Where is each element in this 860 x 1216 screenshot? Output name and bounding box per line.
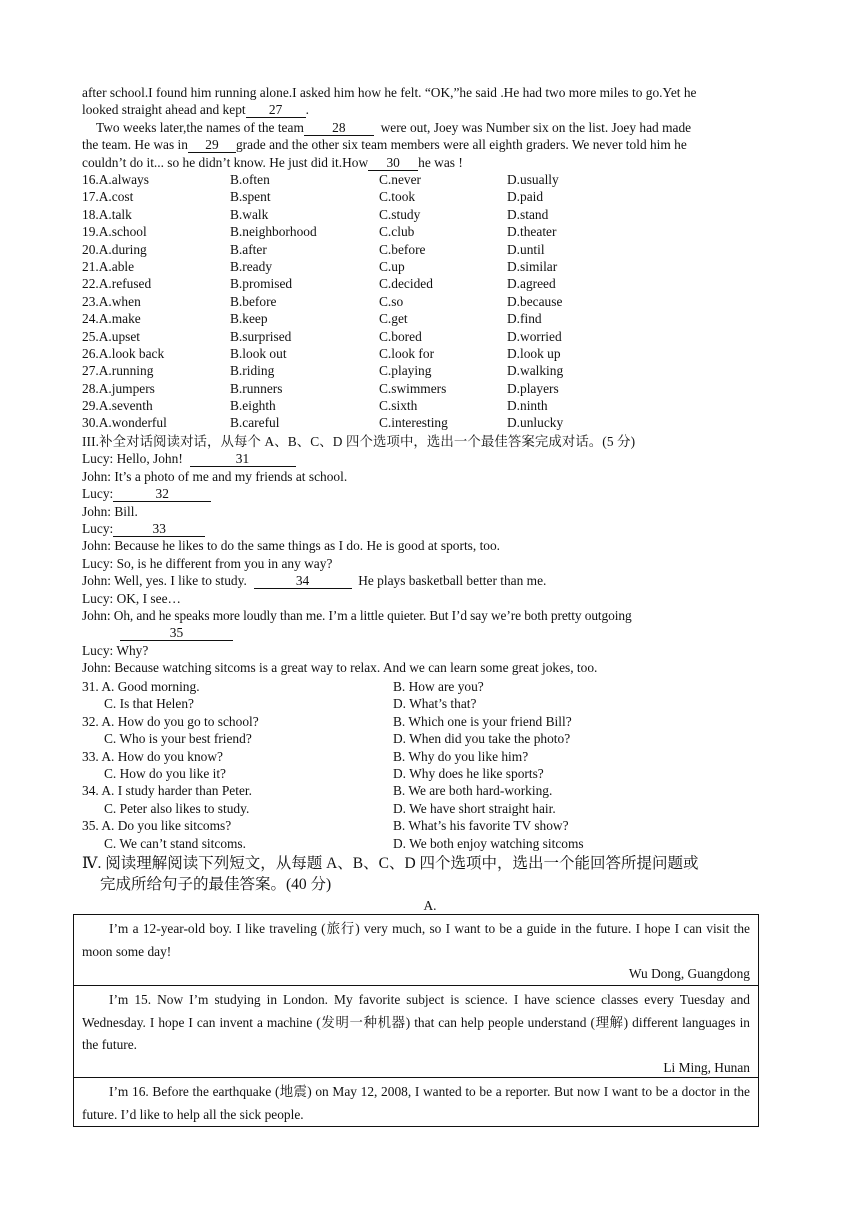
dialog-line: John: It’s a photo of me and my friends at school.	[82, 468, 348, 484]
cloze-option: C.get	[379, 311, 408, 327]
cloze-option: 28.A.jumpers	[82, 380, 155, 396]
dialog-line	[82, 624, 782, 641]
cloze-option: D.agreed	[507, 276, 556, 292]
dialog-line	[82, 485, 782, 502]
section-3-dialog	[82, 433, 782, 677]
dialog-option: D. We both enjoy watching sitcoms	[393, 835, 584, 851]
passage-line-1: after school.I found him running alone.I asked him how he felt. “OK,”he said .He had two more miles to go.Yet he	[82, 85, 697, 100]
cloze-option: C.study	[379, 206, 421, 222]
dialog-line	[82, 572, 782, 589]
cloze-option: B.spent	[230, 189, 271, 205]
dialog-option: B. We are both hard-working.	[393, 783, 553, 799]
passage-line-5	[82, 154, 782, 171]
cloze-option: C.up	[379, 258, 405, 274]
dialog-option: D. Why does he like sports?	[393, 765, 544, 781]
cloze-option: D.worried	[507, 328, 562, 344]
dialog-option: B. Why do you like him?	[393, 748, 529, 764]
dialog-text: Lucy: Hello, John!	[82, 451, 183, 467]
dialog-option: C. Who is your best friend?	[104, 731, 252, 747]
dialog-option: 31. A. Good morning.	[82, 679, 200, 694]
blank-29: 29	[188, 138, 236, 153]
dialog-option-row	[82, 782, 782, 799]
dialog-option: C. We can’t stand sitcoms.	[104, 835, 246, 851]
cloze-option-row	[82, 241, 782, 258]
dialog-option-row	[82, 765, 782, 782]
blank-27: 27	[246, 103, 306, 118]
cloze-option: D.usually	[507, 172, 559, 187]
section-4-heading-line-2: 完成所给句子的最佳答案。(40 分)	[100, 876, 332, 893]
passage-text: looked straight ahead and kept	[82, 102, 246, 118]
cloze-option: C.took	[379, 189, 416, 205]
cloze-option: 19.A.school	[82, 224, 147, 240]
dialog-option: C. Peter also likes to study.	[104, 800, 250, 816]
dialog-option: D. We have short straight hair.	[393, 800, 556, 816]
cloze-option: 20.A.during	[82, 241, 147, 257]
cloze-option: B.keep	[230, 311, 268, 327]
cloze-option: 17.A.cost	[82, 189, 134, 205]
cloze-option: D.paid	[507, 189, 544, 205]
blank-34: 34	[254, 574, 352, 589]
dialog-option: C. How do you like it?	[104, 765, 226, 781]
section-3-heading: III.补全对话阅读对话，从每个 A、B、C、D 四个选项中，选出一个最佳答案完成对话。(5 分)	[82, 434, 636, 449]
entry-cell	[74, 986, 758, 1078]
dialog-option-row	[82, 800, 782, 817]
cloze-option-row	[82, 206, 782, 223]
cloze-option: D.ninth	[507, 398, 548, 414]
passage-text: couldn’t do it... so he didn’t know. He just did it.How	[82, 154, 369, 170]
dialog-line: John: Bill.	[82, 503, 138, 519]
cloze-option: 16.A.always	[82, 172, 149, 187]
dialog-option-row	[82, 730, 782, 747]
dialog-options	[82, 678, 782, 852]
passage-text: the team. He was in	[82, 137, 188, 153]
cloze-option: B.careful	[230, 415, 280, 431]
dialog-line: Lucy: So, is he different from you in any way?	[82, 555, 333, 571]
dialog-text: Lucy:	[82, 521, 114, 537]
cloze-option: B.before	[230, 293, 277, 309]
cloze-option-row	[82, 414, 782, 431]
entry-signature: Li Ming, Hunan	[663, 1059, 750, 1075]
dialog-line: John: Because he likes to do the same things as I do. He is good at sports, too.	[82, 538, 501, 554]
entries-table	[73, 914, 759, 1127]
cloze-option: 26.A.look back	[82, 345, 165, 361]
cloze-option: 27.A.running	[82, 363, 154, 379]
cloze-option: C.look for	[379, 345, 435, 361]
cloze-option: B.often	[230, 172, 270, 187]
cloze-option-row	[82, 310, 782, 327]
cloze-option: C.so	[379, 293, 404, 309]
entry-cell	[74, 915, 758, 986]
cloze-option: B.surprised	[230, 328, 292, 344]
cloze-option: C.interesting	[379, 415, 448, 431]
cloze-option: B.runners	[230, 380, 283, 396]
entry-text: I’m 15. Now I’m studying in London. My favorite subject is science. I have science classes every Tuesday and Wednesday. I hope I can invent a machine (发明一种机器) that can help people understand (理解) different languages in the future.	[82, 992, 750, 1053]
cloze-option-row	[82, 258, 782, 275]
cloze-option-row	[82, 171, 782, 188]
cloze-option-row	[82, 275, 782, 292]
cloze-option-row	[82, 293, 782, 310]
cloze-option: D.stand	[507, 206, 549, 222]
dialog-line: John: Because watching sitcoms is a great way to relax. And we can learn some great jokes, too.	[82, 660, 598, 676]
dialog-option: D. What’s that?	[393, 696, 477, 712]
section-4-heading	[82, 853, 782, 895]
cloze-option: D.theater	[507, 224, 557, 240]
dialog-line: Lucy: OK, I see…	[82, 590, 181, 606]
dialog-option: B. What’s his favorite TV show?	[393, 818, 569, 834]
blank-28: 28	[304, 121, 374, 136]
blank-35: 35	[120, 626, 233, 641]
blank-33: 33	[113, 522, 205, 537]
cloze-option: B.look out	[230, 345, 287, 361]
cloze-option: B.after	[230, 241, 267, 257]
blank-31: 31	[190, 452, 296, 467]
cloze-option: B.ready	[230, 258, 273, 274]
passage-text: grade and the other six team members were all eighth graders. We never told him he	[235, 137, 687, 153]
entry-cell	[74, 1078, 758, 1126]
dialog-option: 35. A. Do you like sitcoms?	[82, 818, 232, 834]
cloze-option: 24.A.make	[82, 311, 141, 327]
cloze-option: B.walk	[230, 206, 269, 222]
dialog-option: C. Is that Helen?	[104, 696, 194, 712]
cloze-option-row	[82, 188, 782, 205]
cloze-option: C.decided	[379, 276, 433, 292]
dialog-option-row	[82, 713, 782, 730]
dialog-option-row	[82, 695, 782, 712]
passage-line-3	[82, 119, 782, 136]
blank-30: 30	[368, 156, 418, 171]
passage-line-4	[82, 136, 782, 153]
dialog-text: He plays basketball better than me.	[358, 573, 547, 589]
cloze-option: 22.A.refused	[82, 276, 152, 292]
part-a-label: A.	[423, 898, 437, 913]
dialog-option-row	[82, 835, 782, 852]
cloze-option-row	[82, 223, 782, 240]
dialog-text: Lucy:	[82, 486, 114, 502]
dialog-option-row	[82, 817, 782, 834]
cloze-options	[82, 171, 782, 432]
cloze-option: 18.A.talk	[82, 206, 132, 222]
dialog-line	[82, 450, 782, 467]
cloze-option-row	[82, 328, 782, 345]
cloze-option: C.swimmers	[379, 380, 447, 396]
entry-text: I’m a 12-year-old boy. I like traveling (旅行) very much, so I want to be a guide in the future. I hope I can visit the moon some day!	[82, 921, 750, 959]
cloze-option: B.promised	[230, 276, 293, 292]
dialog-option: B. How are you?	[393, 679, 484, 694]
dialog-option: 32. A. How do you go to school?	[82, 713, 259, 729]
cloze-option: D.because	[507, 293, 563, 309]
blank-32: 32	[113, 487, 211, 502]
cloze-option-row	[82, 397, 782, 414]
cloze-option: C.playing	[379, 363, 432, 379]
cloze-option: B.eighth	[230, 398, 276, 414]
cloze-option: D.until	[507, 241, 545, 257]
cloze-option: C.bored	[379, 328, 422, 344]
cloze-option: C.before	[379, 241, 426, 257]
dialog-line: John: Oh, and he speaks more loudly than me. I’m a little quieter. But I’d say we’re both pretty outgoing	[82, 608, 632, 624]
cloze-option: 29.A.seventh	[82, 398, 153, 414]
cloze-option: D.similar	[507, 258, 558, 274]
dialog-option-row	[82, 748, 782, 765]
dialog-option: 33. A. How do you know?	[82, 748, 223, 764]
dialog-option: 34. A. I study harder than Peter.	[82, 783, 252, 799]
cloze-option: 25.A.upset	[82, 328, 141, 344]
dialog-text: John: Well, yes. I like to study.	[82, 573, 247, 589]
cloze-option: D.look up	[507, 345, 561, 361]
passage-text: .	[305, 102, 309, 118]
cloze-option: D.find	[507, 311, 542, 327]
dialog-line	[82, 520, 782, 537]
passage-text: were out, Joey was Number six on the list. Joey had made	[380, 119, 692, 135]
section-4-heading-line-1: Ⅳ. 阅读理解阅读下列短文，从每题 A、B、C、D 四个选项中，选出一个能回答所提问题或	[82, 855, 699, 872]
cloze-option: C.sixth	[379, 398, 418, 414]
cloze-option: D.players	[507, 380, 559, 396]
cloze-option-row	[82, 380, 782, 397]
passage-text: Two weeks later,the names of the team	[96, 119, 304, 135]
dialog-option-row	[82, 678, 782, 695]
cloze-option-row	[82, 362, 782, 379]
cloze-option: B.neighborhood	[230, 224, 317, 240]
passage-text: he was !	[418, 154, 463, 170]
cloze-option: C.never	[379, 172, 422, 187]
dialog-option: B. Which one is your friend Bill?	[393, 713, 572, 729]
entry-signature: Wu Dong, Guangdong	[628, 966, 750, 982]
passage-line-2	[82, 101, 782, 118]
cloze-option: D.walking	[507, 363, 564, 379]
cloze-option: C.club	[379, 224, 415, 240]
cloze-option: B.riding	[230, 363, 275, 379]
cloze-option: 21.A.able	[82, 258, 135, 274]
cloze-option-row	[82, 345, 782, 362]
entry-text: I’m 16. Before the earthquake (地震) on May 12, 2008, I wanted to be a reporter. But now I want to be a doctor in the future. I’d like to help all the sick people.	[82, 1084, 750, 1122]
dialog-option: D. When did you take the photo?	[393, 731, 571, 747]
cloze-option: D.unlucky	[507, 415, 564, 431]
cloze-option: 23.A.when	[82, 293, 141, 309]
cloze-option: 30.A.wonderful	[82, 415, 167, 431]
dialog-line: Lucy: Why?	[82, 642, 149, 658]
